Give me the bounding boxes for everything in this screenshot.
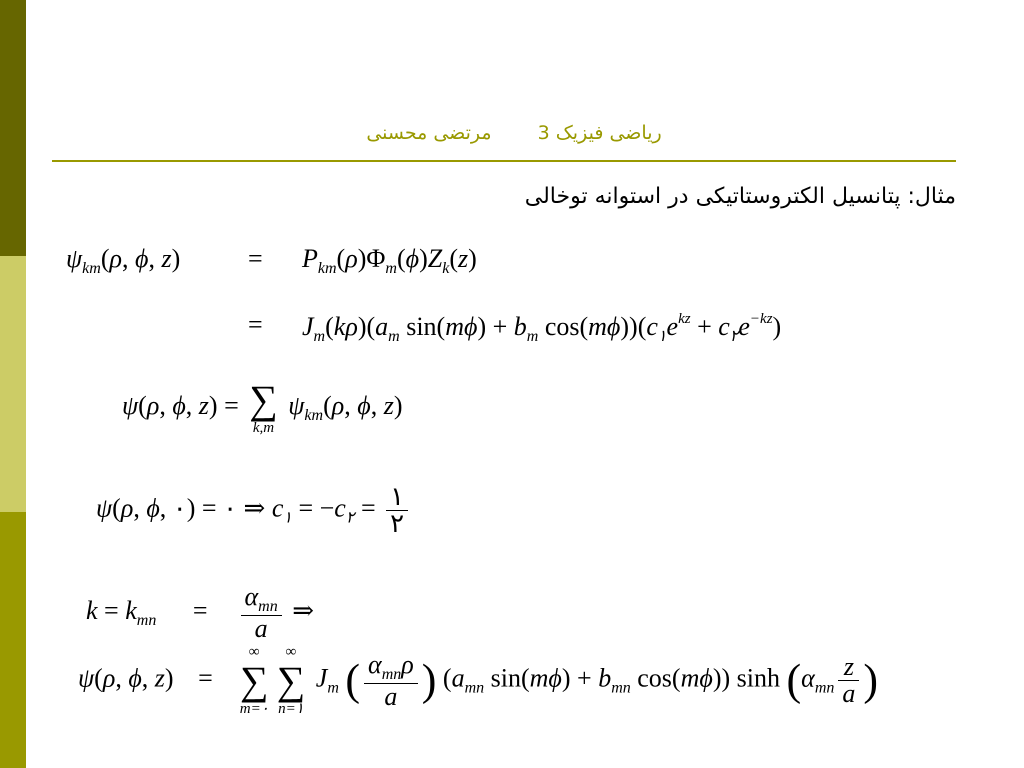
sum-symbol: ∑ k,m [249, 377, 278, 436]
course-title: ریاضی فیزیک 3 [537, 122, 662, 144]
equation-1-rhs: $P_{km}(\rho)\Phi_m(\phi)Z_k(z)$ [302, 244, 477, 277]
sum-symbol-n: ∞ ∑ n=۱ [276, 644, 306, 717]
equation-2-rhs: $J_m(k\rho)(a_m$ $\sin(m\phi) + b_m$ $\cos(m\phi))(c_۱e^{kz} + c_۲e^{-kz})$ [302, 311, 782, 345]
equation-4: ψ(ρ, ϕ, ۰) = ۰ ⇒ $c_۱ = -c_۲$ = $\frac{۱}{۲}$ [96, 484, 412, 537]
author-name: مرتضی محسنی [366, 122, 492, 144]
side-bar-middle [0, 256, 26, 512]
fraction-alpha-rho-over-a: $\frac{\alpha_{mn}\rho}{a}$ [364, 652, 418, 710]
fraction-z-over-a: $\frac{z}{a}$ [838, 654, 859, 707]
equation-3: ψ(ρ, ϕ, z) = ∑ k,m $\psi_{km}(\rho$, ϕ, z) [122, 377, 403, 436]
equation-6: ψ(ρ, ϕ, z) = ∞ ∑ m=۰ ∞ ∑ n=۱ $J_m$ ( $\frac{\alpha_{mn}\rho}{a}$ ) ($a_{mn}$ $\sin(m\phi) + b_{mn}$ cos(mϕ)) $\sinh (\alpha_{mn}$ $\frac{z}{a}$ ) [78, 644, 879, 717]
sum-symbol-m: ∞ ∑ m=۰ [239, 644, 269, 717]
example-title: مثال: پتانسیل الکتروستاتیکی در استوانه توخالی [524, 184, 956, 209]
equation-5: $k = k_{mn}$ = $\frac{\alpha_{mn}}{a}$ ⇒ [86, 582, 315, 643]
equation-1-equals: = [248, 244, 263, 273]
equation-2-equals: = [248, 310, 263, 339]
header-rule [52, 160, 956, 162]
side-bar-bottom [0, 512, 26, 768]
fraction-one-half: $\frac{۱}{۲}$ [386, 484, 408, 537]
slide-header [334, 122, 694, 152]
side-bar-top [0, 0, 26, 256]
fraction-alpha-over-a: $\frac{\alpha_{mn}}{a}$ [241, 584, 282, 642]
equation-1-lhs: $\psi_{km}(\rho$, ϕ, z) [66, 244, 181, 277]
